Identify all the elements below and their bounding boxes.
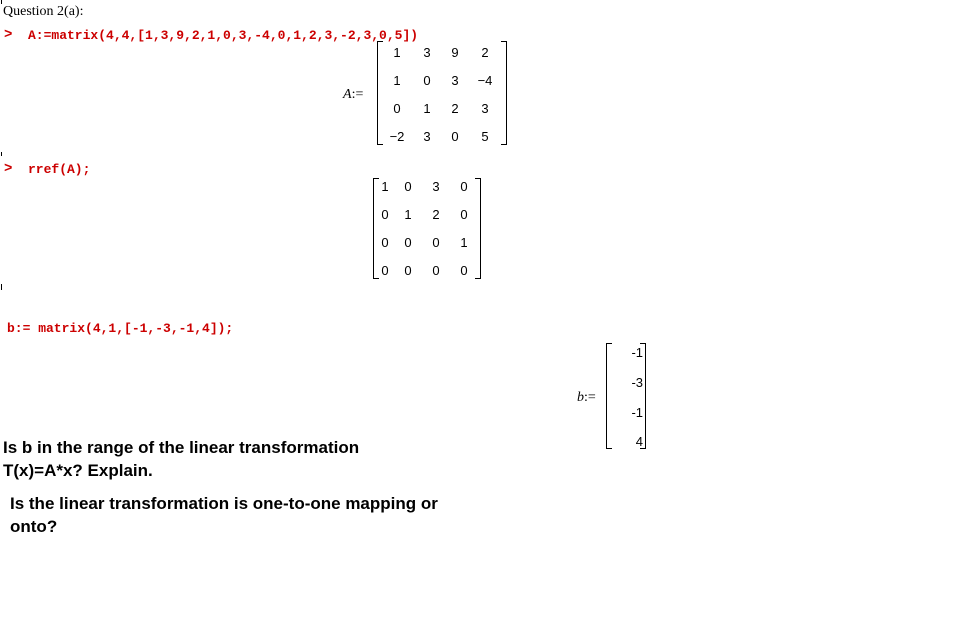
matrix-a-cell: 5 [481, 129, 489, 144]
matrix-a-cell: −2 [389, 129, 405, 144]
matrix-a-cell: 0 [451, 129, 459, 144]
matrix-a-cell: 2 [451, 101, 459, 116]
var-a: A [343, 87, 352, 102]
matrix-a-cell: 1 [423, 101, 431, 116]
matrix-a-cell: 3 [451, 73, 459, 88]
question-one-to-one-line1: Is the linear transformation is one-to-one mapping or [10, 494, 438, 513]
rref-cell: 0 [432, 235, 440, 250]
matrix-a-output [377, 41, 507, 145]
rref-cell: 0 [381, 207, 389, 222]
matrix-a-cell: 2 [481, 45, 489, 60]
rref-cell: 1 [404, 207, 412, 222]
prompt-symbol: > [4, 27, 13, 43]
matrix-a-cell: 3 [481, 101, 489, 116]
command-define-b[interactable]: b:= matrix(4,1,[-1,-3,-1,4]); [7, 321, 234, 336]
rref-cell: 0 [460, 263, 468, 278]
question-range [3, 436, 359, 482]
var-b: b [577, 390, 584, 405]
rref-output [373, 178, 481, 279]
matrix-a-cell: 3 [423, 129, 431, 144]
command-define-a[interactable]: A:=matrix(4,4,[1,3,9,2,1,0,3,-4,0,1,2,3,-2,3,0,5]) [28, 28, 419, 43]
rref-cell: 0 [460, 179, 468, 194]
matrix-a-cell: 1 [393, 73, 401, 88]
rref-cell: 3 [432, 179, 440, 194]
rref-cell: 0 [432, 263, 440, 278]
rref-cell: 0 [460, 207, 468, 222]
right-bracket [501, 41, 507, 145]
assign-op: := [584, 390, 596, 405]
rref-cell: 1 [460, 235, 468, 250]
matrix-a-cell: −4 [477, 73, 493, 88]
margin-tick [1, 284, 2, 290]
question-caption: Question 2(a): [3, 4, 84, 19]
matrix-b-output [606, 343, 646, 449]
right-bracket [475, 178, 481, 279]
question-range-line1: Is b in the range of the linear transformation [3, 438, 360, 457]
question-range-line2: T(x)=A*x? Explain. [3, 461, 153, 480]
question-one-to-one-line2: onto? [10, 517, 58, 536]
matrix-b-cell: -3 [631, 375, 643, 390]
left-bracket [606, 343, 612, 449]
rref-cell: 1 [381, 179, 389, 194]
rref-cell: 0 [404, 179, 412, 194]
margin-tick [1, 152, 2, 156]
matrix-b-cell: 4 [635, 434, 643, 449]
matrix-a-cell: 3 [423, 45, 431, 60]
assign-label-b [577, 390, 596, 406]
matrix-b-cell: -1 [631, 405, 643, 420]
rref-cell: 0 [404, 235, 412, 250]
rref-cell: 0 [404, 263, 412, 278]
matrix-b-cell: -1 [631, 345, 643, 360]
matrix-a-cell: 0 [423, 73, 431, 88]
rref-cell: 0 [381, 263, 389, 278]
rref-cell: 0 [381, 235, 389, 250]
rref-cell: 2 [432, 207, 440, 222]
assign-label-a [343, 87, 363, 103]
margin-tick [1, 0, 2, 4]
matrix-a-cell: 0 [393, 101, 401, 116]
left-bracket [377, 41, 383, 145]
matrix-a-cell: 1 [393, 45, 401, 60]
question-one-to-one [10, 492, 438, 538]
assign-op: := [351, 87, 364, 102]
matrix-a-cell: 9 [451, 45, 459, 60]
prompt-symbol: > [4, 161, 13, 177]
command-rref[interactable]: rref(A); [28, 162, 91, 177]
